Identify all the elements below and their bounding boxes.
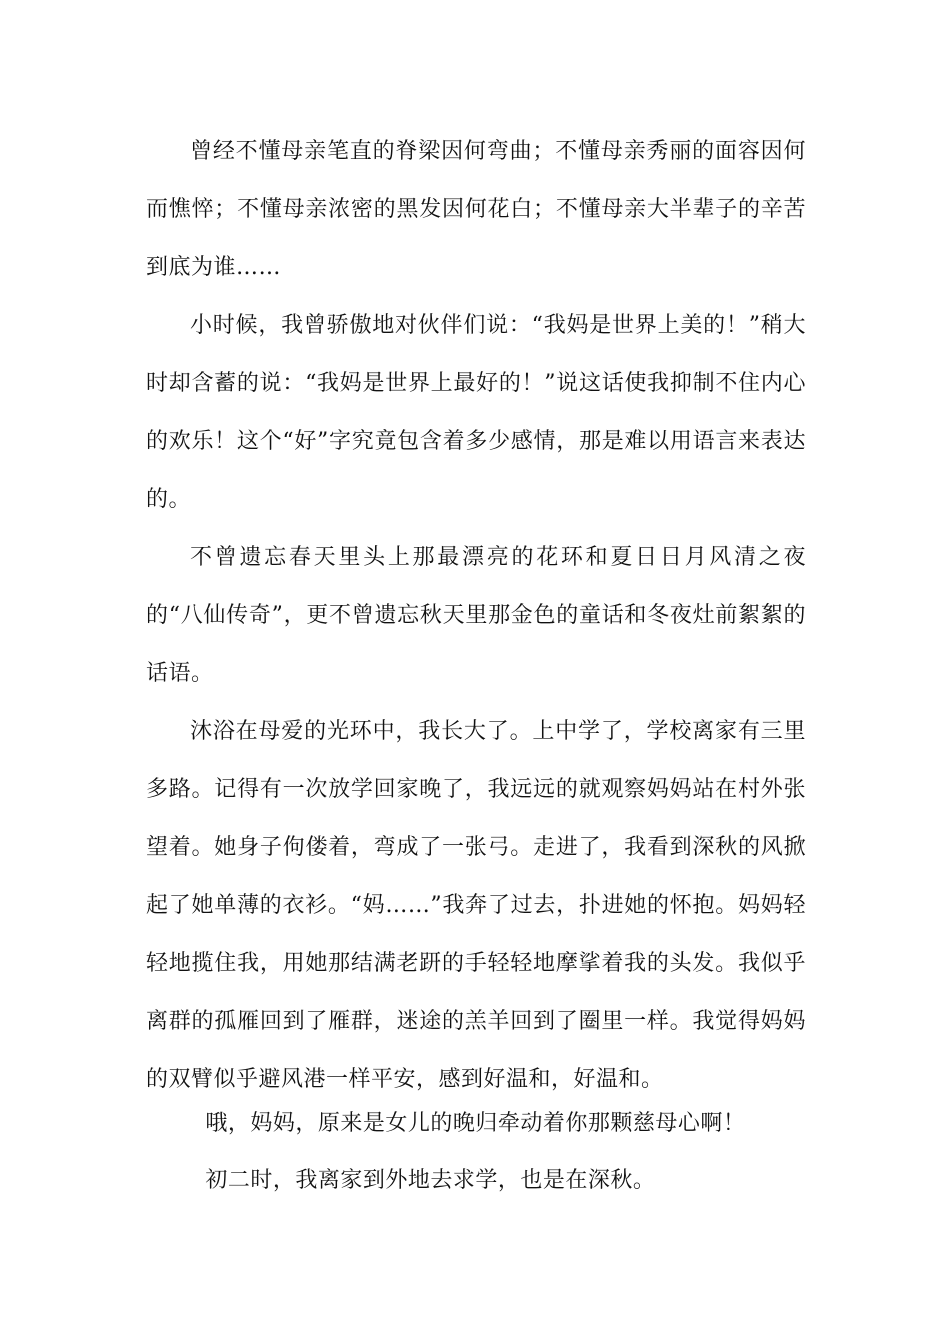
paragraph-2: 小时候，我曾骄傲地对伙伴们说：“我妈是世界上美的！”稍大时却含蓄的说：“我妈是世界上最好的！”说这话使我抑制不住内心的欢乐！这个“好”字究竟包含着多少感情，那是难以用语言来表达的。 [146, 313, 806, 512]
paragraph-6: 初二时，我离家到外地去求学，也是在深秋。 [205, 1168, 656, 1193]
paragraph-1: 曾经不懂母亲笔直的脊梁因何弯曲；不懂母亲秀丽的面容因何而憔悴；不懂母亲浓密的黑发因何花白；不懂母亲大半辈子的辛苦到底为谁…… [146, 139, 806, 280]
paragraph-3: 不曾遗忘春天里头上那最漂亮的花环和夏日日月风清之夜的“八仙传奇”，更不曾遗忘秋天里那金色的童话和冬夜灶前絮絮的话语。 [146, 545, 806, 686]
paragraph-5: 哦，妈妈，原来是女儿的晚归牵动着你那颗慈母心啊！ [205, 1111, 746, 1136]
paragraph-4: 沐浴在母爱的光环中，我长大了。上中学了，学校离家有三里多路。记得有一次放学回家晚了，我远远的就观察妈妈站在村外张望着。她身子佝偻着，弯成了一张弓。走进了，我看到深秋的风掀起了她单薄的衣衫。“妈……”我奔了过去，扑进她的怀抱。妈妈轻轻地揽住我，用她那结满老趼的手轻轻地摩挲着我的头发。我似乎离群的孤雁回到了雁群，迷途的羔羊回到了圈里一样。我觉得妈妈的双臂似乎避风港一样平安，感到好温和，好温和。 [146, 719, 806, 1092]
